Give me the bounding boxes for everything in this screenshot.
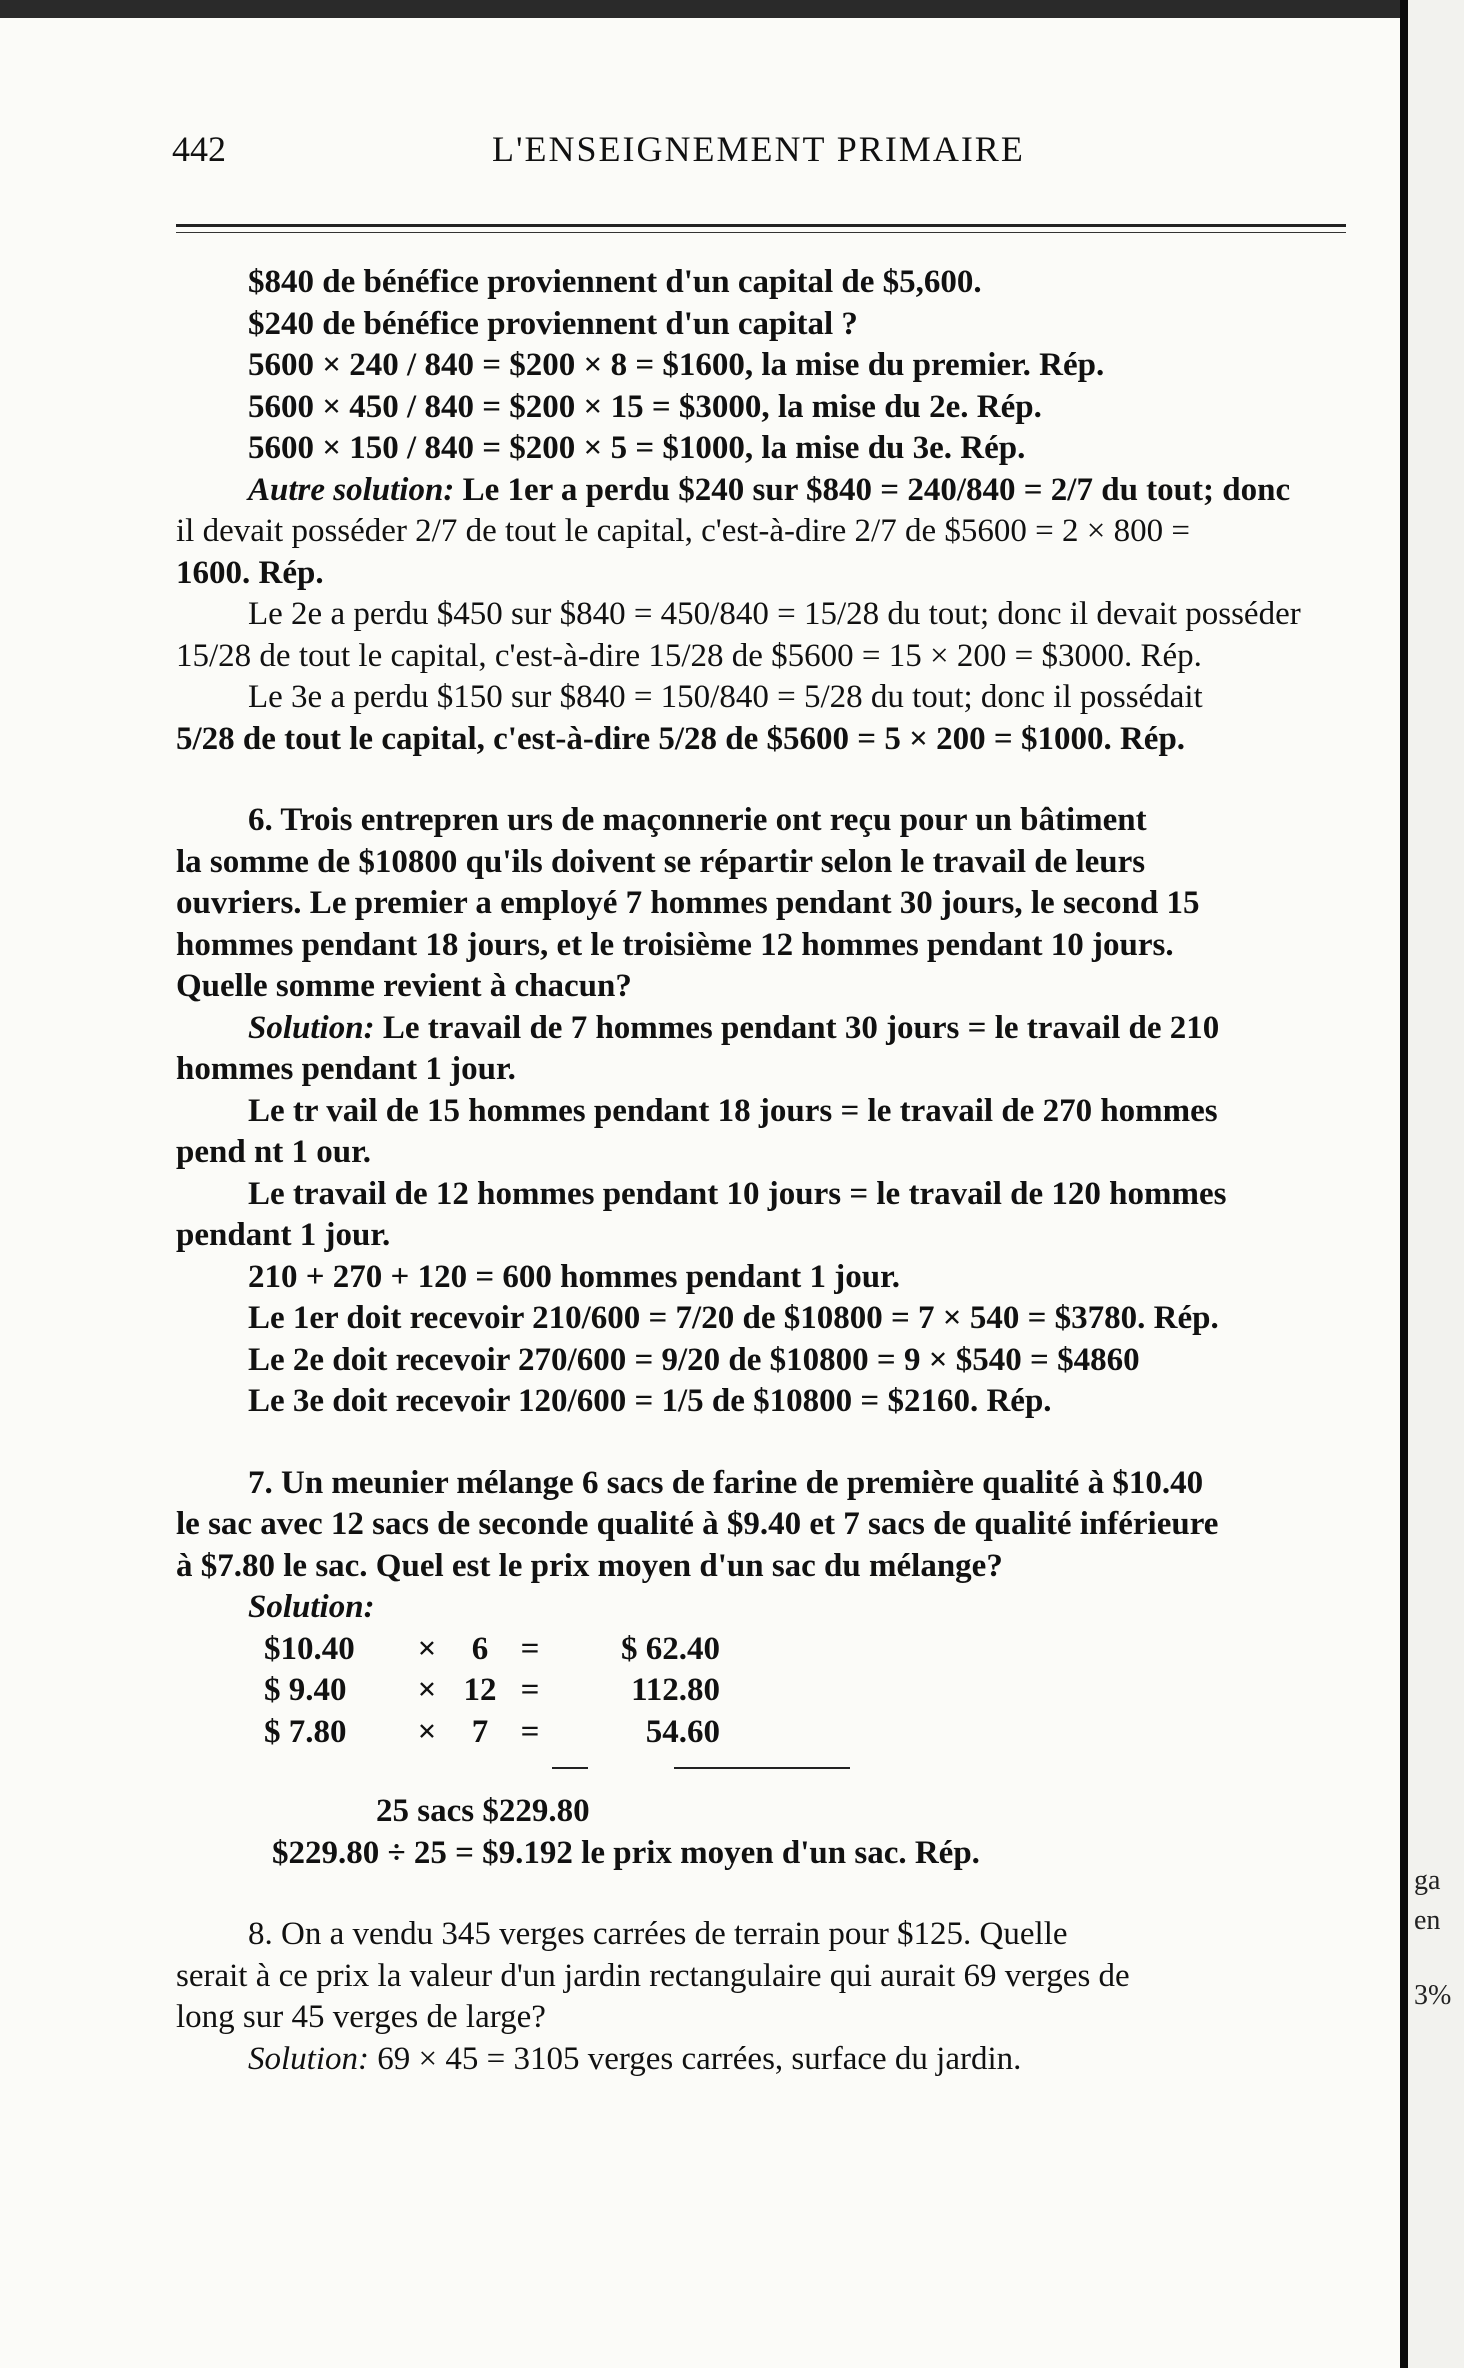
equals-cell: = [520,1672,540,1708]
text-line: 1600. Rép. [176,554,324,591]
problem-6-line: Quelle somme revient à chacun? [176,968,632,1004]
table-row [264,1629,1346,1671]
total-cell: 54.60 [645,1713,720,1750]
text-line: Le tr vail de 15 hommes pendant 18 jours = le travail de 270 hommes [248,1092,1218,1129]
table-row [264,1712,1346,1754]
solution-label: Autre solution: [248,471,455,508]
problem-8-line: serait à ce prix la valeur d'un jardin rectangulaire qui aurait 69 verges de [176,1957,1130,1994]
operator-cell: × [417,1713,437,1750]
problem-6-line: 6. Trois entrepren urs de maçonnerie ont reçu pour un bâtiment [248,802,1147,838]
sum-rule [674,1767,850,1769]
text-line: Le 3e a perdu $150 sur $840 = 150/840 = 5/28 du tout; donc il possédait [248,679,1203,715]
margin-fragment: en [1414,1905,1441,1936]
page-body [176,262,1346,2080]
problem-6-line: hommes pendant 18 jours, et le troisième 12 hommes pendant 10 jours. [176,926,1174,963]
running-title: L'ENSEIGNEMENT PRIMAIRE [492,129,1025,169]
sum-line: 25 sacs $229.80 [376,1793,590,1829]
price-cell: $10.40 [264,1630,355,1667]
text-line: Le travail de 12 hommes pendant 10 jours = le travail de 120 hommes [248,1175,1227,1212]
text-line: 5600 × 240 / 840 = $200 × 8 = $1600, la mise du premier. Rép. [248,347,1105,383]
header-rule [176,224,1346,227]
text-line: Le 2e doit recevoir 270/600 = 9/20 de $10800 = 9 × $540 = $4860 [248,1341,1140,1378]
equals-cell: = [520,1630,540,1667]
total-cell: $ 62.40 [621,1630,720,1667]
quantity-cell: 6 [471,1630,489,1667]
text-line: Le 3e doit recevoir 120/600 = 1/5 de $10800 = $2160. Rép. [248,1383,1052,1419]
text-line: Le 1er a perdu $240 sur $840 = 240/840 = 2/7 du tout; donc [462,471,1291,508]
solution-label: Solution: [248,1589,375,1625]
total-cell: 112.80 [631,1672,720,1708]
problem-6-line: ouvriers. Le premier a employé 7 hommes pendant 30 jours, le second 15 [176,885,1200,921]
text-line: 5/28 de tout le capital, c'est-à-dire 5/28 de $5600 = 5 × 200 = $1000. Rép. [176,720,1186,757]
text-line: Le travail de 7 hommes pendant 30 jours = le travail de 210 [382,1009,1220,1046]
operator-cell: × [417,1672,437,1708]
price-table [176,1629,1346,1792]
text-line: 69 × 45 = 3105 verges carrées, surface du jardin. [377,2040,1022,2077]
problem-8-line: 8. On a vendu 345 verges carrées de terrain pour $125. Quelle [248,1916,1068,1952]
quantity-cell: 7 [471,1713,489,1750]
adjacent-page-strip [1408,0,1464,2368]
equals-cell: = [520,1713,540,1750]
text-line: 210 + 270 + 120 = 600 hommes pendant 1 jour. [248,1258,900,1295]
margin-fragment: 3% [1414,1980,1452,2011]
problem-7-line: 7. Un meunier mélange 6 sacs de farine de première qualité à $10.40 [248,1464,1204,1501]
text-line: 15/28 de tout le capital, c'est-à-dire 15/28 de $5600 = 15 × 200 = $3000. Rép. [176,637,1202,674]
quantity-cell: 12 [463,1672,497,1708]
problem-7-line: le sac avec 12 sacs de seconde qualité à $9.40 et 7 sacs de qualité inférieure [176,1506,1219,1542]
text-line: $240 de bénéfice proviennent d'un capital ? [248,305,858,342]
text-line: il devait posséder 2/7 de tout le capital, c'est-à-dire 2/7 de $5600 = 2 × 800 = [176,513,1190,549]
solution-label: Solution: [248,2040,369,2077]
text-line: pend nt 1 our. [176,1134,372,1170]
problem-7-line: à $7.80 le sac. Quel est le prix moyen d'un sac du mélange? [176,1547,1003,1584]
table-row [264,1670,1346,1712]
top-shadow [0,0,1400,18]
margin-fragment: ga [1414,1865,1441,1896]
text-line: Le 1er doit recevoir 210/600 = 7/20 de $10800 = 7 × 540 = $3780. Rép. [248,1300,1219,1336]
operator-cell: × [417,1630,437,1667]
problem-6-line: la somme de $10800 qu'ils doivent se répartir selon le travail de leurs [176,843,1146,880]
text-line: 5600 × 150 / 840 = $200 × 5 = $1000, la mise du 3e. Rép. [248,430,1026,466]
text-line: 5600 × 450 / 840 = $200 × 15 = $3000, la mise du 2e. Rép. [248,388,1042,425]
sum-rule [552,1767,588,1769]
price-cell: $ 7.80 [264,1713,347,1750]
text-line: pendant 1 jour. [176,1217,391,1253]
problem-8-line: long sur 45 verges de large? [176,1999,546,2035]
header-rule-thin [176,232,1346,233]
page-header [172,128,1052,172]
sum-rules [264,1753,1346,1791]
text-line: Le 2e a perdu $450 sur $840 = 450/840 = 15/28 du tout; donc il devait posséder [248,596,1301,632]
price-cell: $ 9.40 [264,1672,347,1708]
solution-label: Solution: [248,1009,375,1046]
page-number: 442 [172,129,226,169]
text-line: hommes pendant 1 jour. [176,1051,516,1087]
final-line: $229.80 ÷ 25 = $9.192 le prix moyen d'un sac. Rép. [272,1834,980,1871]
text-line: $840 de bénéfice proviennent d'un capital de $5,600. [248,264,982,300]
